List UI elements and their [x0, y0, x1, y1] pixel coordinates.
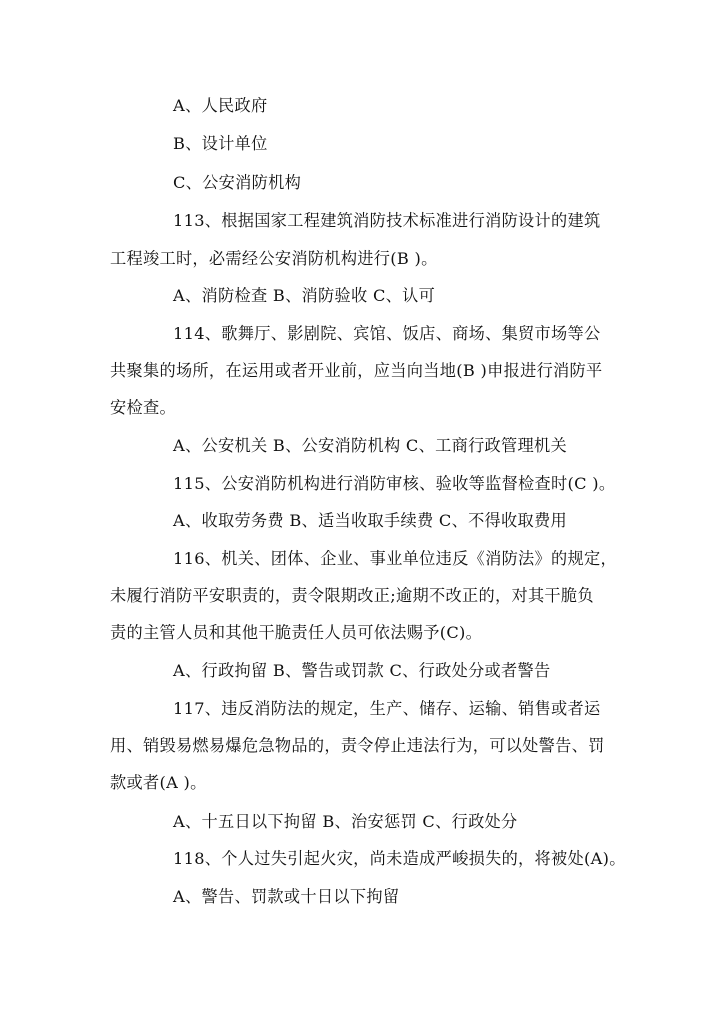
question-113-line-2: 工程竣工时，必需经公安消防机构进行(B )。	[110, 249, 438, 268]
question-113-options: A、消防检查 B、消防验收 C、认可	[173, 286, 436, 305]
question-114-options: A、公安机关 B、公安消防机构 C、工商行政管理机关	[173, 436, 567, 455]
question-117-line-1: 117、违反消防法的规定，生产、储存、运输、销售或者运	[173, 699, 601, 718]
question-116-line-3: 责的主管人员和其他干脆责任人员可依法赐予(C)。	[110, 623, 483, 642]
question-118-line-1: 118、个人过失引起火灾，尚未造成严峻损失的，将被处(A)。	[173, 849, 626, 868]
question-114-line-3: 安检查。	[110, 398, 176, 417]
question-114-line-1: 114、歌舞厅、影剧院、宾馆、饭店、商场、集贸市场等公	[173, 324, 601, 343]
question-117-options: A、十五日以下拘留 B、治安惩罚 C、行政处分	[173, 812, 518, 831]
question-117-line-3: 款或者(A )。	[110, 773, 207, 792]
question-116-line-1: 116、机关、团体、企业、事业单位违反《消防法》的规定，	[173, 549, 617, 568]
question-116-line-2: 未履行消防平安职责的，责令限期改正;逾期不改正的，对其干脆负	[110, 586, 594, 605]
question-115-options: A、收取劳务费 B、适当收取手续费 C、不得收取费用	[173, 511, 567, 530]
option-b-text: B、设计单位	[173, 134, 268, 153]
question-113-line-1: 113、根据国家工程建筑消防技术标准进行消防设计的建筑	[173, 211, 601, 230]
option-c-text: C、公安消防机构	[173, 173, 302, 192]
question-118-options: A、警告、罚款或十日以下拘留	[173, 887, 400, 906]
question-117-line-2: 用、销毁易燃易爆危急物品的，责令停止违法行为，可以处警告、罚	[110, 736, 605, 755]
option-a-text: A、人民政府	[173, 96, 268, 115]
question-116-options: A、行政拘留 B、警告或罚款 C、行政处分或者警告	[173, 661, 551, 680]
question-114-line-2: 共聚集的场所，在运用或者开业前，应当向当地(B )申报进行消防平	[110, 361, 603, 380]
question-115-line-1: 115、公安消防机构进行消防审核、验收等监督检查时(C )。	[173, 474, 616, 493]
